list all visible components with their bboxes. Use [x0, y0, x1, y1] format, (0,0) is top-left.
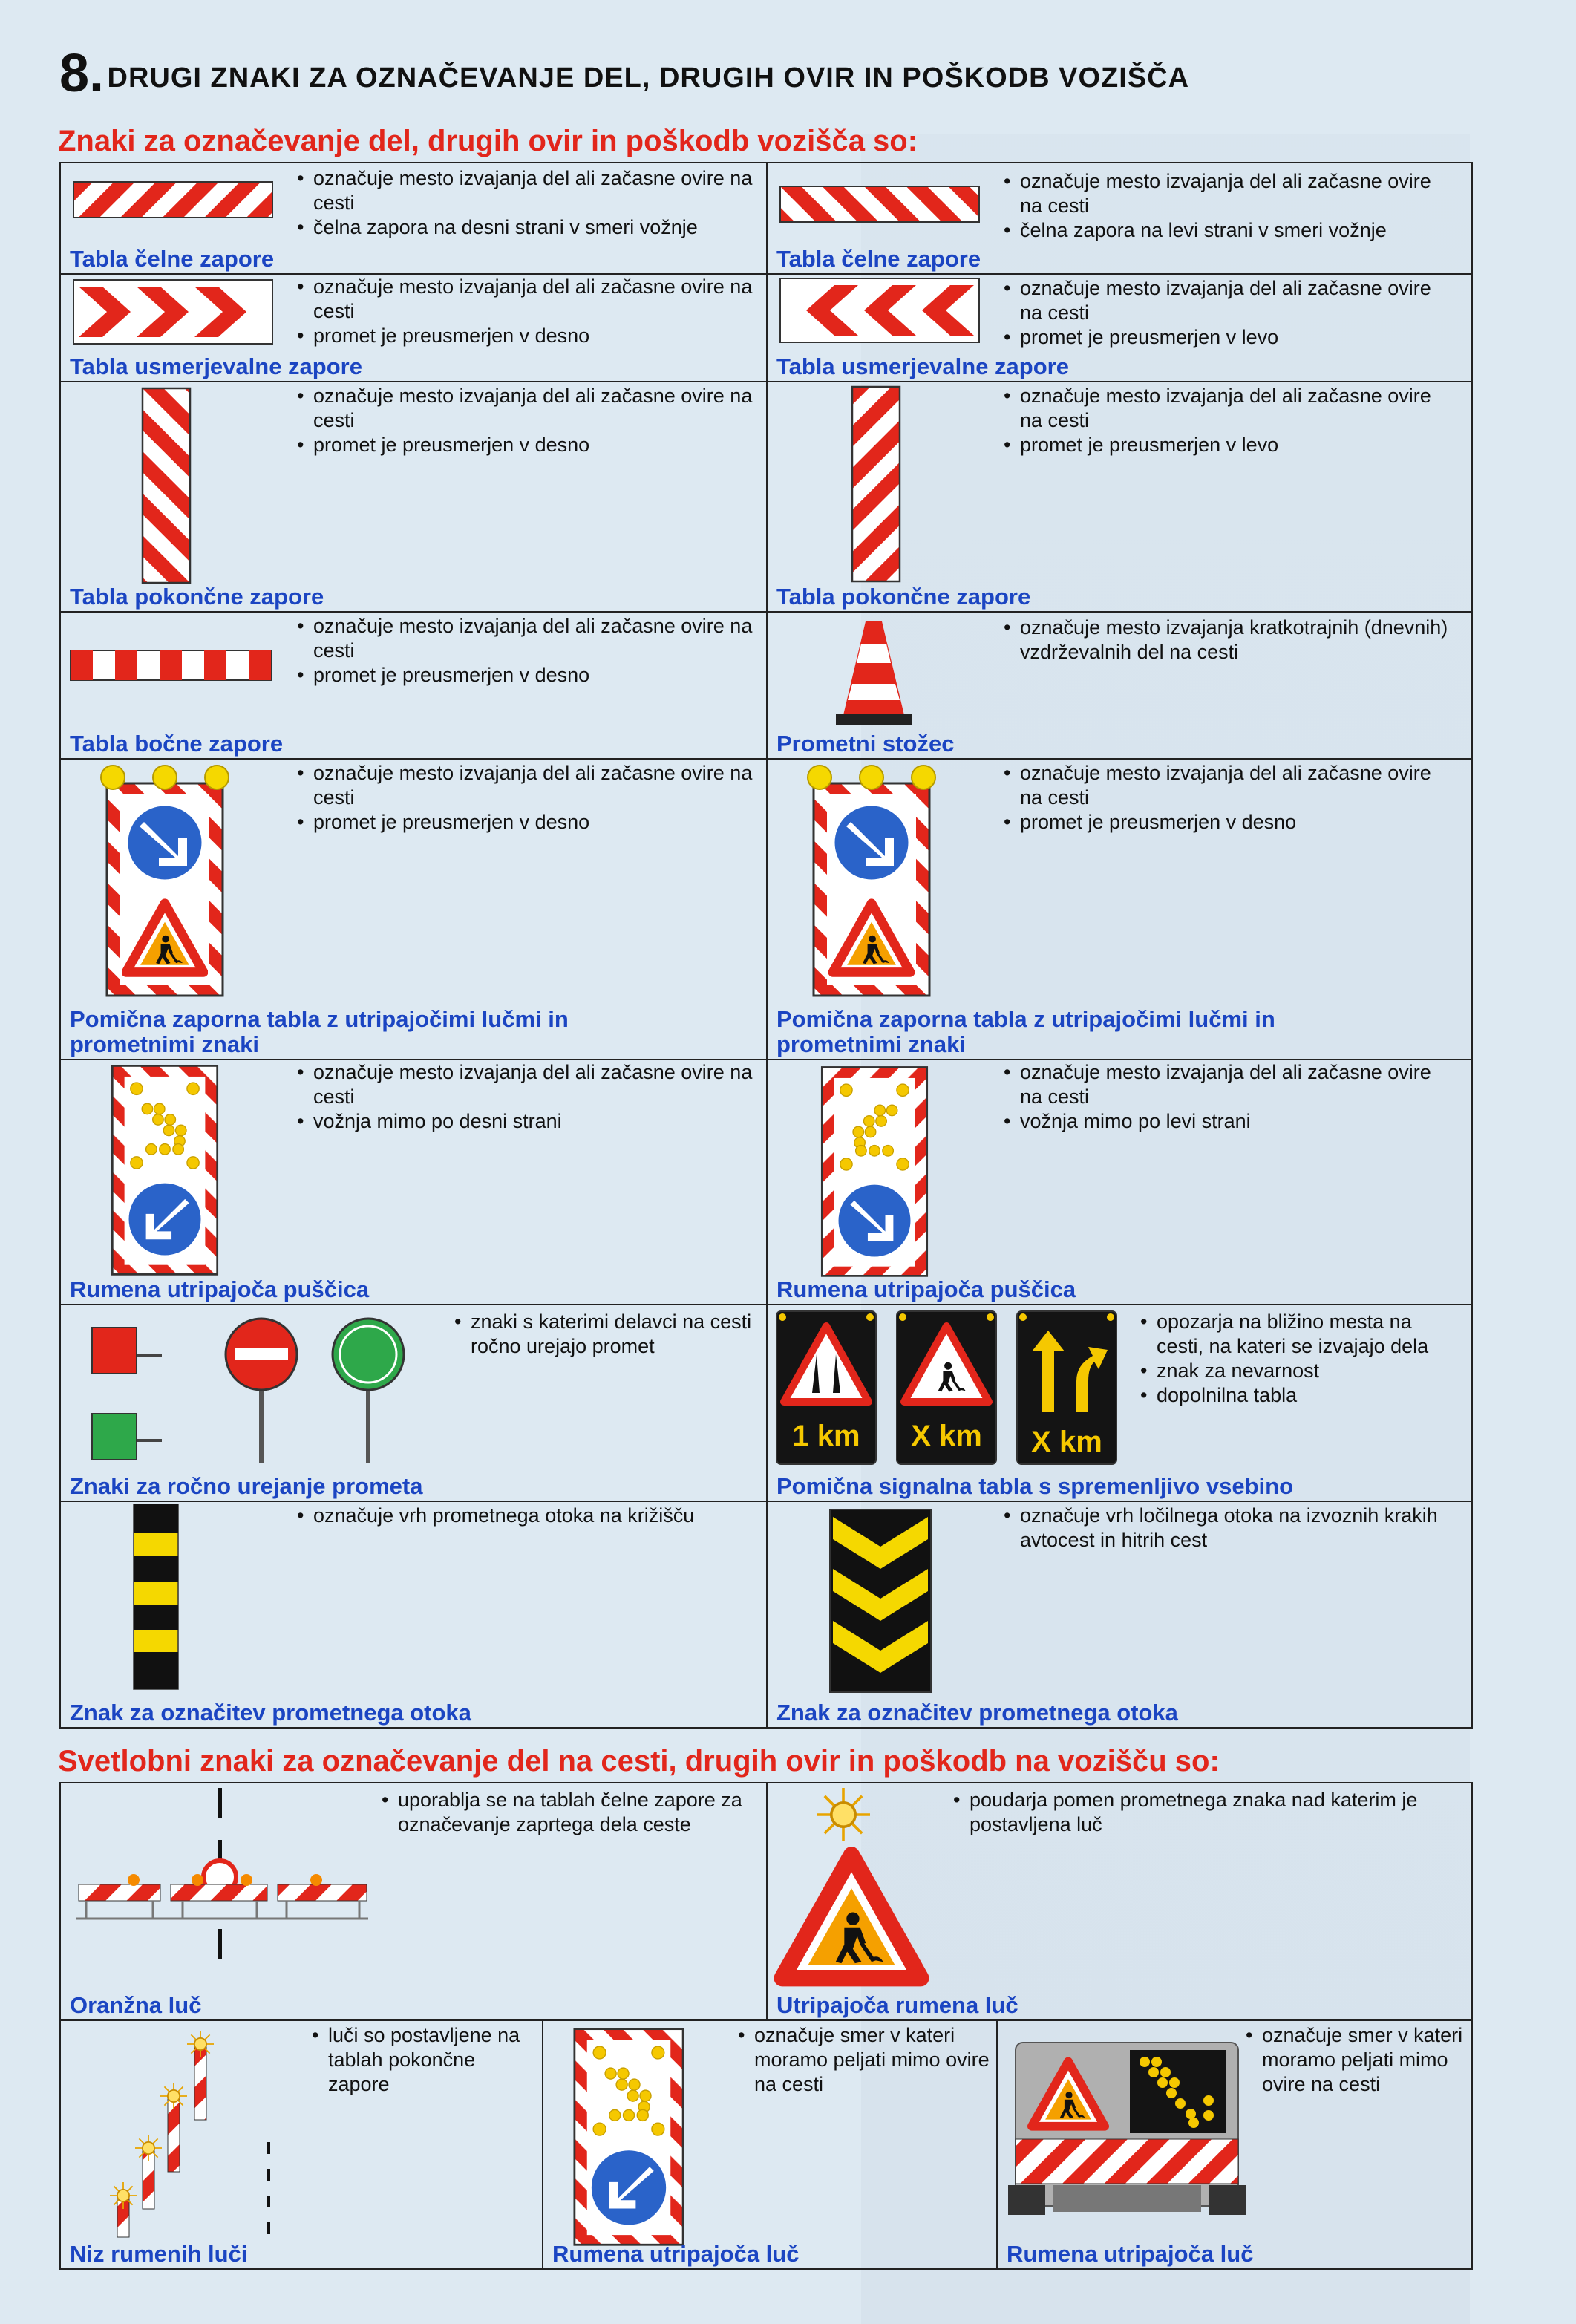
sign-caption: Tabla čelne zapore: [70, 246, 275, 272]
sign-caption: Tabla čelne zapore: [776, 246, 981, 272]
flashing-arrow-right-icon: [91, 1062, 239, 1277]
flashing-light-warning-icon: [774, 1788, 929, 1988]
sign-cell: [60, 274, 767, 382]
sign-description: • označuje mesto izvajanja del ali začasne ovire na cesti • čelna zapora na desni strani v smeri vožnje: [297, 166, 757, 240]
table-row: [60, 2020, 1472, 2269]
sign-cell: [60, 1305, 767, 1501]
mobile-barrier-board-icon: [797, 761, 946, 999]
light-signals-table: [59, 1782, 1473, 2021]
sign-description: • označuje mesto izvajanja del ali začasne ovire na cesti • promet je preusmerjen v levo: [1004, 276, 1456, 350]
sign-description: • označuje mesto izvajanja del ali začasne ovire na cesti • vožnja mimo po levi strani: [1004, 1060, 1456, 1134]
sign-caption: Tabla pokončne zapore: [776, 584, 1031, 610]
sign-caption: Rumena utripajoča puščica: [70, 1276, 370, 1302]
sign-description: • označuje mesto izvajanja kratkotrajnih (dnevnih) vzdrževalnih del na cesti: [1004, 616, 1456, 665]
sign-caption: Rumena utripajoča luč: [1007, 2241, 1254, 2267]
sign-cell: [60, 382, 767, 612]
sign-description: • označuje mesto izvajanja del ali začasne ovire na cesti • promet je preusmerjen v desno: [297, 761, 757, 835]
sign-description: • poudarja pomen prometnega znaka nad katerim je postavljena luč: [953, 1788, 1458, 1837]
sign-description: • označuje mesto izvajanja del ali začasne ovire na cesti • promet je preusmerjen v levo: [1004, 384, 1456, 457]
yellow-lights-row-icon: [91, 2023, 284, 2239]
section-title: DRUGI ZNAKI ZA OZNAČEVANJE DEL, DRUGIH OVIR IN POŠKODB VOZIŠČA: [107, 62, 1190, 94]
sign-caption: Tabla bočne zapore: [70, 731, 284, 757]
traffic-cone-icon: [833, 617, 915, 728]
sign-cell: [767, 1060, 1472, 1305]
sign-description: • označuje mesto izvajanja del ali začasne ovire na cesti • promet je preusmerjen v desno: [297, 275, 757, 348]
vertical-barrier-icon: [851, 385, 903, 584]
vertical-barrier-icon: [141, 387, 193, 586]
sign-cell: [767, 274, 1472, 382]
vehicle-arrow-board-icon: [1008, 2028, 1253, 2221]
vms-distance-label: 1 km: [792, 1420, 860, 1452]
sign-cell: [767, 1305, 1472, 1501]
sign-caption: Tabla usmerjevalne zapore: [70, 353, 362, 379]
page-title: [59, 43, 1189, 104]
sign-cell: [767, 1501, 1472, 1728]
sign-description: • opozarja na bližino mesta na cesti, na kateri se izvajajo dela • znak za nevarnost • dopolnilna tabla: [1140, 1310, 1464, 1408]
sign-description: • označuje mesto izvajanja del ali začasne ovire na cesti • promet je preusmerjen v desno: [297, 384, 757, 457]
orange-lights-barrier-icon: [71, 1788, 383, 1959]
mobile-barrier-board-icon: [91, 761, 239, 999]
sign-caption: Znaki za ročno urejanje prometa: [70, 1473, 423, 1499]
sign-caption: Rumena utripajoča puščica: [776, 1276, 1076, 1302]
light-signals-table-row2: [59, 2019, 1473, 2270]
front-barrier-left-icon: [779, 186, 980, 223]
sign-caption: Tabla usmerjevalne zapore: [776, 353, 1069, 379]
sign-description: • označuje vrh prometnega otoka na križišču: [297, 1504, 757, 1528]
section2-heading: Svetlobni znaki za označevanje del na cesti, drugih ovir in poškodb na vozišču so:: [58, 1745, 1220, 1778]
sign-description: • označuje mesto izvajanja del ali začasne ovire na cesti • promet je preusmerjen v desno: [297, 614, 757, 688]
sign-description: • uporablja se na tablah čelne zapore za označevanje zaprtega dela ceste: [382, 1788, 753, 1837]
separation-island-sign-icon: [828, 1508, 932, 1694]
sign-caption: Rumena utripajoča luč: [552, 2241, 800, 2267]
side-barrier-icon: [70, 650, 272, 682]
table-row: [60, 163, 1472, 274]
sign-description: • označuje mesto izvajanja del ali začasne ovire na cesti • čelna zapora na levi strani v smeri vožnje: [1004, 169, 1456, 243]
table-row: [60, 759, 1472, 1060]
sign-cell: [767, 759, 1472, 1060]
sign-caption: Pomična zaporna tabla z utripajočimi lučmi in prometnimi znaki: [776, 1006, 1275, 1057]
sign-cell: [997, 2020, 1472, 2269]
table-row: [60, 1305, 1472, 1501]
table-row: [60, 1501, 1472, 1728]
sign-caption: Oranžna luč: [70, 1992, 202, 2018]
sign-description: • označuje smer v kateri moramo peljati mimo ovire na cesti: [738, 2023, 990, 2097]
sign-cell: [767, 382, 1472, 612]
sign-caption: Utripajoča rumena luč: [776, 1992, 1018, 2018]
vms-distance-label: X km: [1031, 1426, 1102, 1458]
sign-caption: Znak za označitev prometnega otoka: [70, 1700, 471, 1726]
sign-cell: [60, 1783, 767, 2020]
variable-message-signs-icon: [775, 1310, 1131, 1466]
sign-description: • znaki s katerimi delavci na cesti ročno urejajo promet: [454, 1310, 759, 1359]
manual-traffic-signs-icon: [83, 1317, 499, 1466]
table-row: [60, 1060, 1472, 1305]
sign-cell: [543, 2020, 997, 2269]
chevron-right-icon: [73, 279, 273, 345]
table-row: [60, 1783, 1472, 2020]
section1-heading: Znaki za označevanje del, drugih ovir in poškodb vozišča so:: [58, 125, 918, 157]
sign-description: • označuje mesto izvajanja del ali začasne ovire na cesti • vožnja mimo po desni strani: [297, 1060, 757, 1134]
sign-cell: [60, 1501, 767, 1728]
sign-caption: Niz rumenih luči: [70, 2241, 248, 2267]
sign-cell: [767, 612, 1472, 759]
front-barrier-right-icon: [73, 181, 273, 218]
sign-cell: [60, 759, 767, 1060]
table-row: [60, 382, 1472, 612]
sign-cell: [60, 1060, 767, 1305]
sign-cell: [767, 1783, 1472, 2020]
signs-table: [59, 162, 1473, 1729]
sign-caption: Pomična zaporna tabla z utripajočimi lučmi in prometnimi znaki: [70, 1006, 569, 1057]
sign-caption: Znak za označitev prometnega otoka: [776, 1700, 1178, 1726]
sign-description: • označuje mesto izvajanja del ali začasne ovire na cesti • promet je preusmerjen v desno: [1004, 761, 1456, 835]
table-row: [60, 274, 1472, 382]
flashing-arrow-left-icon: [800, 1063, 949, 1279]
sign-cell: [60, 2020, 543, 2269]
sign-caption: Pomična signalna tabla s spremenljivo vsebino: [776, 1473, 1294, 1499]
sign-caption: Prometni stožec: [776, 731, 955, 757]
sign-caption: Tabla pokončne zapore: [70, 584, 324, 610]
section-number: 8.: [59, 44, 105, 103]
traffic-island-post-icon: [132, 1504, 181, 1691]
flashing-arrow-board-icon: [558, 2025, 699, 2248]
sign-cell: [60, 612, 767, 759]
sign-description: • luči so postavljene na tablah pokončne zapore: [312, 2023, 534, 2097]
sign-description: • označuje vrh ločilnega otoka na izvoznih krakih avtocest in hitrih cest: [1004, 1504, 1456, 1553]
vms-distance-label: X km: [911, 1420, 982, 1452]
chevron-left-icon: [779, 278, 980, 343]
sign-description: • označuje smer v kateri moramo peljati mimo ovire na cesti: [1246, 2023, 1468, 2097]
table-row: [60, 612, 1472, 759]
sign-cell: [60, 163, 767, 274]
sign-cell: [767, 163, 1472, 274]
